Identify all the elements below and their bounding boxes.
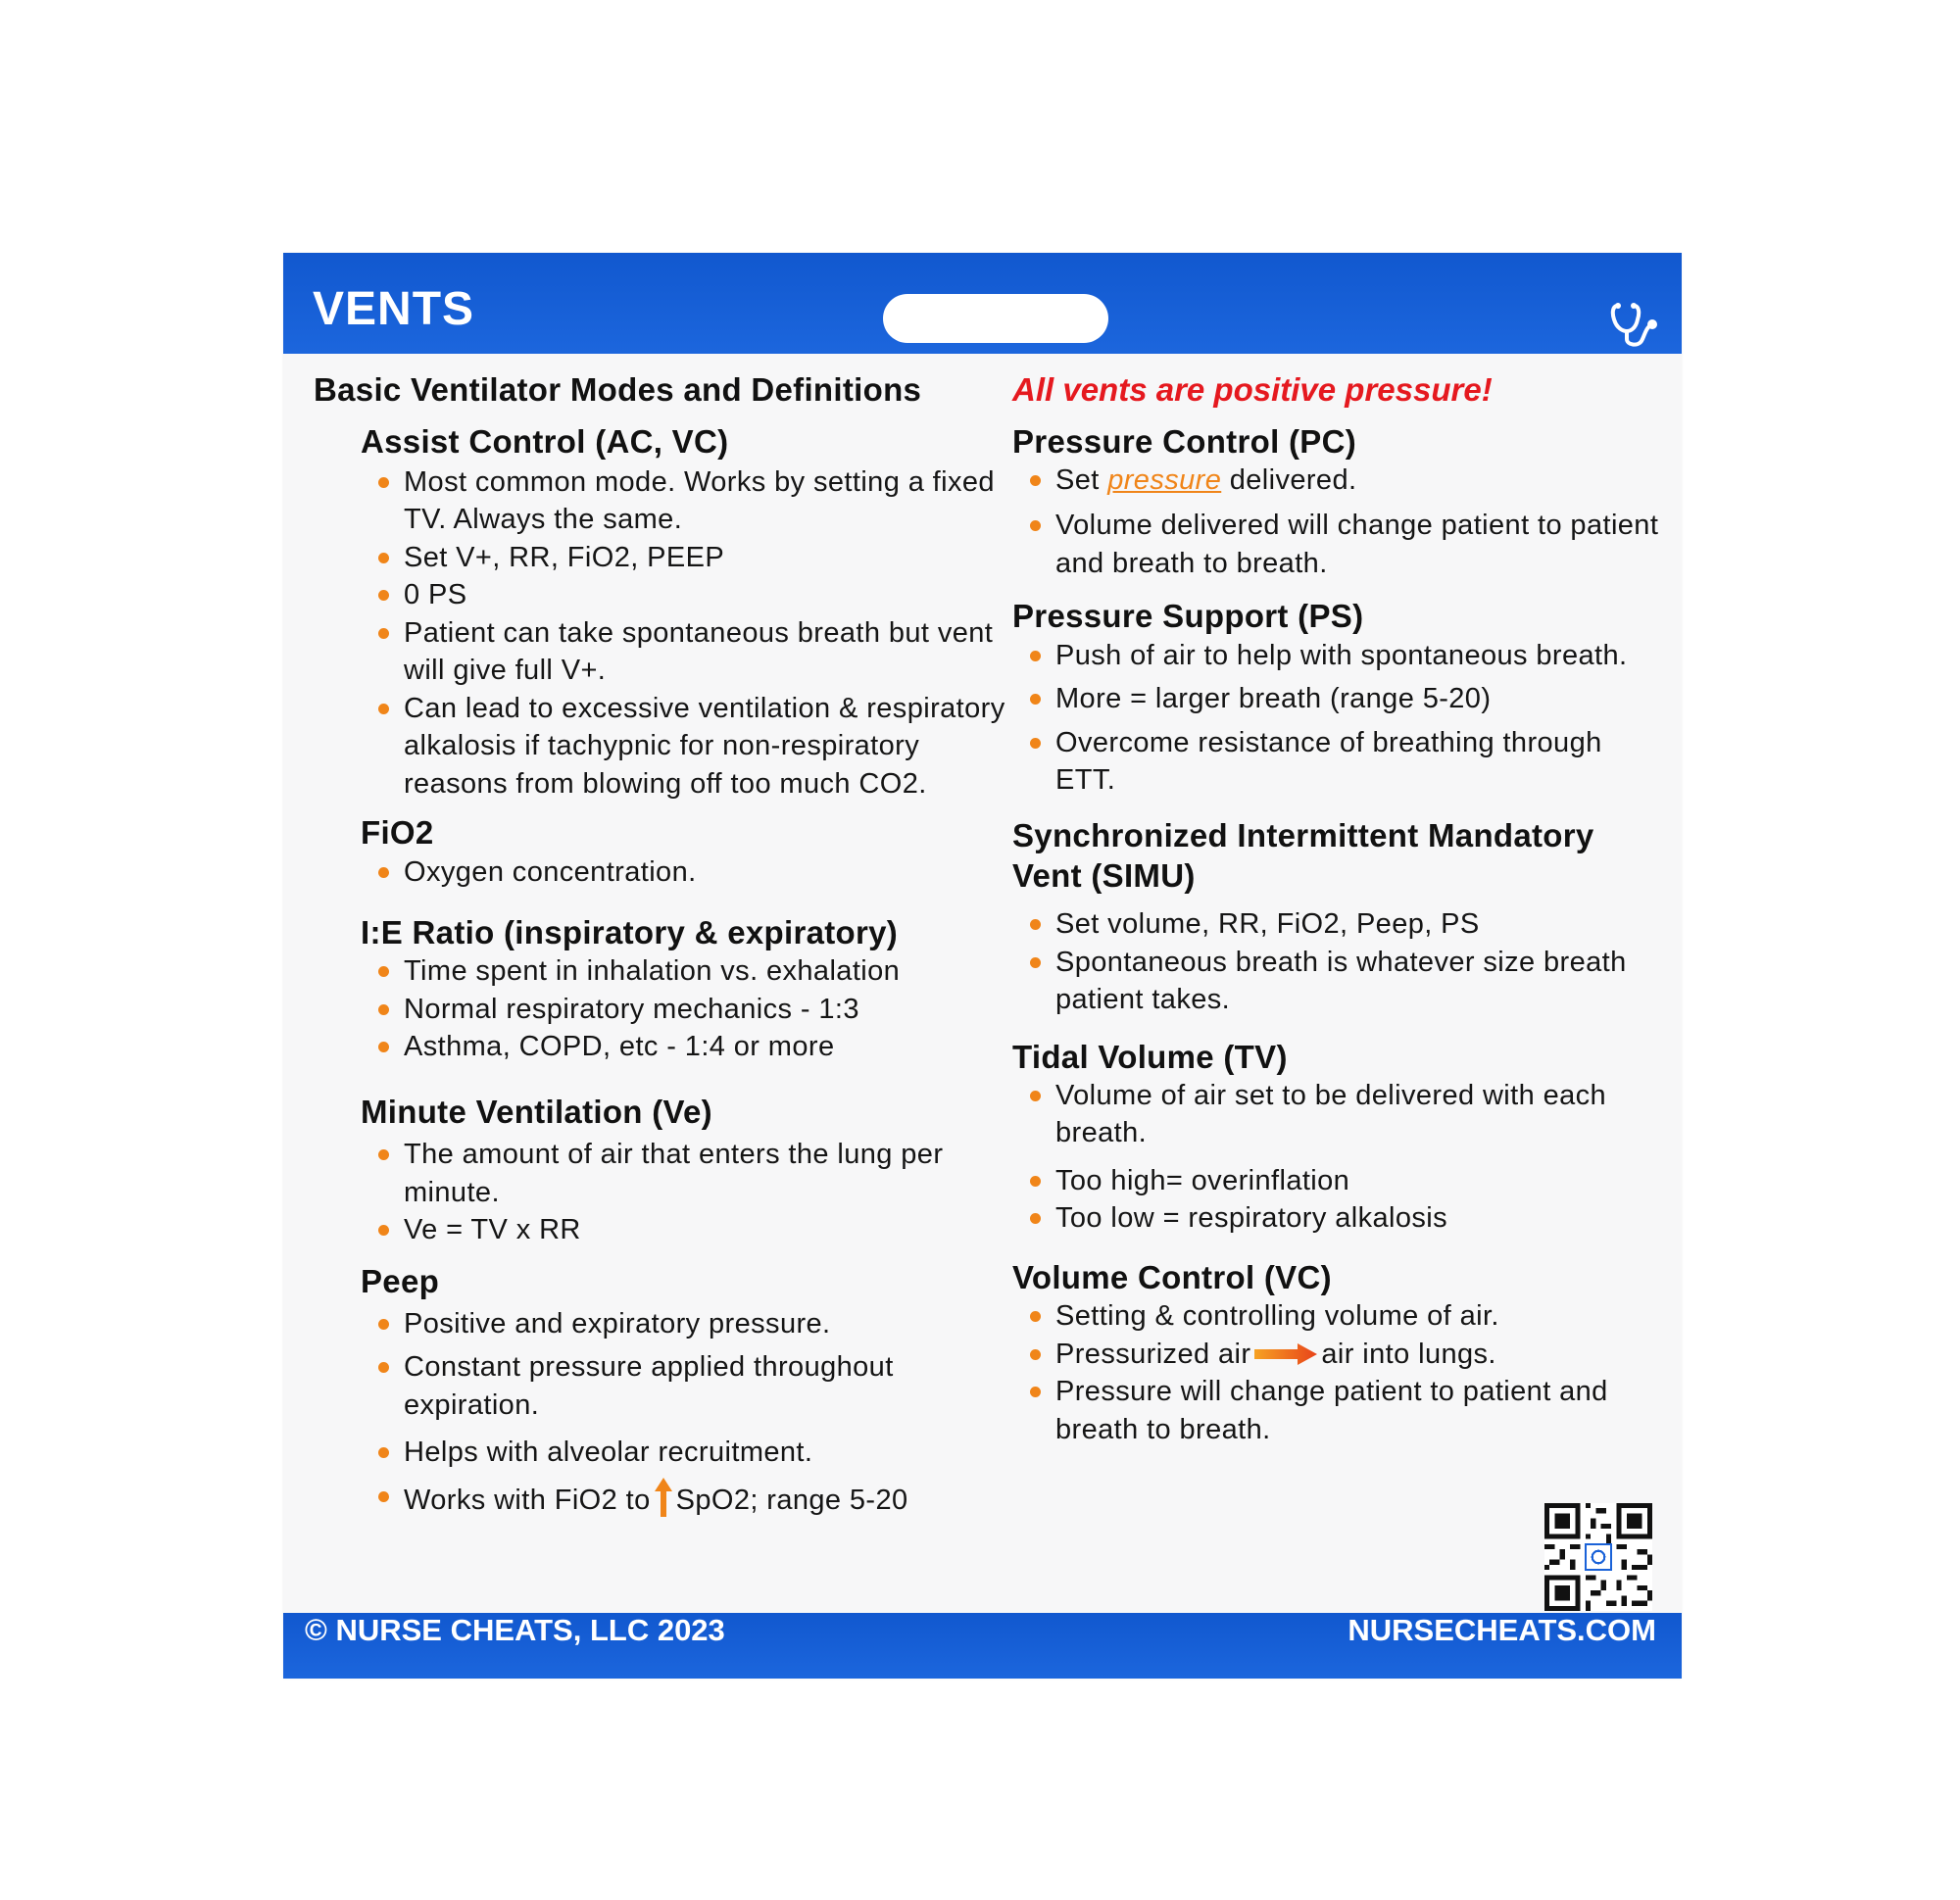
card-footer: [283, 1613, 1682, 1679]
bullet-icon: [378, 1042, 389, 1052]
list-item: Normal respiratory mechanics - 1:3: [361, 991, 1019, 1029]
bullet-icon: [378, 553, 389, 563]
bullet-icon: [1030, 1387, 1041, 1397]
section-volume-control: [1012, 1257, 1659, 1448]
list-item: Volume delivered will change patient to patient and breath to breath.: [1012, 507, 1659, 582]
section-title: Assist Control (AC, VC): [361, 422, 729, 460]
right-column: [1012, 370, 1659, 1448]
list-item: Works with FiO2 to SpO2; range 5-20: [361, 1478, 1019, 1520]
section-tidal-volume: [1012, 1037, 1659, 1238]
section-simu: [1012, 815, 1659, 1019]
card-header: [283, 253, 1682, 354]
section-title: Synchronized Intermittent Mandatory Vent (SIMU): [1012, 816, 1594, 894]
badge-slot: [883, 294, 1108, 343]
bullet-icon: [1030, 475, 1041, 486]
bullet-icon: [378, 1319, 389, 1330]
section-title: Peep: [361, 1262, 440, 1299]
bullet-icon: [1030, 1349, 1041, 1360]
list-item: Push of air to help with spontaneous breath.: [1012, 637, 1659, 675]
bullet-icon: [378, 1225, 389, 1236]
alert-heading: All vents are positive pressure!: [1012, 371, 1493, 408]
bullet-icon: [1030, 694, 1041, 705]
list-item: Spontaneous breath is whatever size breath patient takes.: [1012, 944, 1659, 1019]
section-title: Minute Ventilation (Ve): [361, 1093, 712, 1130]
bullet-icon: [378, 1149, 389, 1160]
list-item: 0 PS: [361, 576, 1019, 614]
left-column: [314, 370, 1019, 1519]
list-item: Ve = TV x RR: [361, 1211, 1019, 1249]
section-peep: [361, 1261, 1019, 1520]
bullet-icon: [1030, 1311, 1041, 1322]
bullet-icon: [378, 704, 389, 714]
bullet-icon: [1030, 651, 1041, 661]
list-item: Pressurized air air into lungs.: [1012, 1336, 1659, 1374]
list-item: More = larger breath (range 5-20): [1012, 680, 1659, 718]
bullet-icon: [1030, 957, 1041, 968]
arrow-right-icon: [1254, 1343, 1317, 1365]
bullet-icon: [1030, 1176, 1041, 1187]
section-fio2: [361, 812, 1019, 891]
list-item: Overcome resistance of breathing through ETT.: [1012, 724, 1659, 800]
emphasis-text: pressure: [1107, 463, 1222, 496]
list-item: Volume of air set to be delivered with each breath.: [1012, 1077, 1659, 1152]
list-item: Time spent in inhalation vs. exhalation: [361, 952, 1019, 991]
arrow-up-icon: [655, 1478, 672, 1517]
section-title: I:E Ratio (inspiratory & expiratory): [361, 914, 899, 951]
section-ie-ratio: [361, 912, 1019, 1066]
list-item: Set V+, RR, FiO2, PEEP: [361, 539, 1019, 577]
list-item: Constant pressure applied throughout expiration.: [361, 1348, 1019, 1424]
section-title: FiO2: [361, 814, 434, 852]
copyright-text: © NURSE CHEATS, LLC 2023: [305, 1613, 725, 1647]
bullet-icon: [378, 590, 389, 601]
bullet-icon: [378, 1004, 389, 1015]
list-item: Positive and expiratory pressure.: [361, 1305, 1019, 1343]
list-item: Helps with alveolar recruitment.: [361, 1434, 1019, 1472]
bullet-icon: [1030, 1213, 1041, 1224]
section-title: Tidal Volume (TV): [1012, 1038, 1288, 1075]
section-minute-ventilation: [361, 1092, 1019, 1249]
section-title: Pressure Support (PS): [1012, 598, 1364, 635]
list-item: Can lead to excessive ventilation & respiratory alkalosis if tachypnic for non-respiratory reasons from blowing off too much CO2.: [361, 690, 1019, 804]
section-pressure-support: [1012, 596, 1659, 799]
section-assist-control: [361, 421, 1019, 804]
bullet-icon: [378, 477, 389, 488]
bullet-icon: [1030, 738, 1041, 749]
list-item: Too low = respiratory alkalosis: [1012, 1199, 1659, 1238]
left-heading: Basic Ventilator Modes and Definitions: [314, 371, 922, 408]
bullet-icon: [378, 628, 389, 639]
bullet-icon: [1030, 919, 1041, 930]
list-item: Asthma, COPD, etc - 1:4 or more: [361, 1028, 1019, 1066]
list-item: Too high= overinflation: [1012, 1162, 1659, 1200]
list-item: Pressure will change patient to patient and breath to breath.: [1012, 1373, 1659, 1448]
bullet-icon: [378, 966, 389, 977]
list-item: Most common mode. Works by setting a fixed TV. Always the same.: [361, 463, 1019, 539]
bullet-icon: [1030, 520, 1041, 531]
website-link[interactable]: NURSECHEATS.COM: [1348, 1613, 1656, 1647]
bullet-icon: [378, 1491, 389, 1502]
section-title: Volume Control (VC): [1012, 1258, 1332, 1295]
list-item: Oxygen concentration.: [361, 853, 1019, 892]
reference-card: [283, 253, 1682, 1679]
bullet-icon: [378, 1362, 389, 1373]
list-item: Patient can take spontaneous breath but vent will give full V+.: [361, 614, 1019, 690]
list-item: The amount of air that enters the lung per minute.: [361, 1136, 1019, 1211]
bullet-icon: [1030, 1091, 1041, 1101]
bullet-icon: [378, 867, 389, 878]
bullet-icon: [378, 1447, 389, 1458]
card-title: VENTS: [313, 283, 475, 335]
qr-code-icon: [1544, 1503, 1652, 1611]
section-title: Pressure Control (PC): [1012, 422, 1357, 460]
list-item: Set pressure delivered.: [1012, 462, 1659, 500]
list-item: Set volume, RR, FiO2, Peep, PS: [1012, 905, 1659, 944]
list-item: Setting & controlling volume of air.: [1012, 1297, 1659, 1336]
section-pressure-control: [1012, 421, 1659, 583]
stethoscope-icon: [1608, 300, 1659, 351]
